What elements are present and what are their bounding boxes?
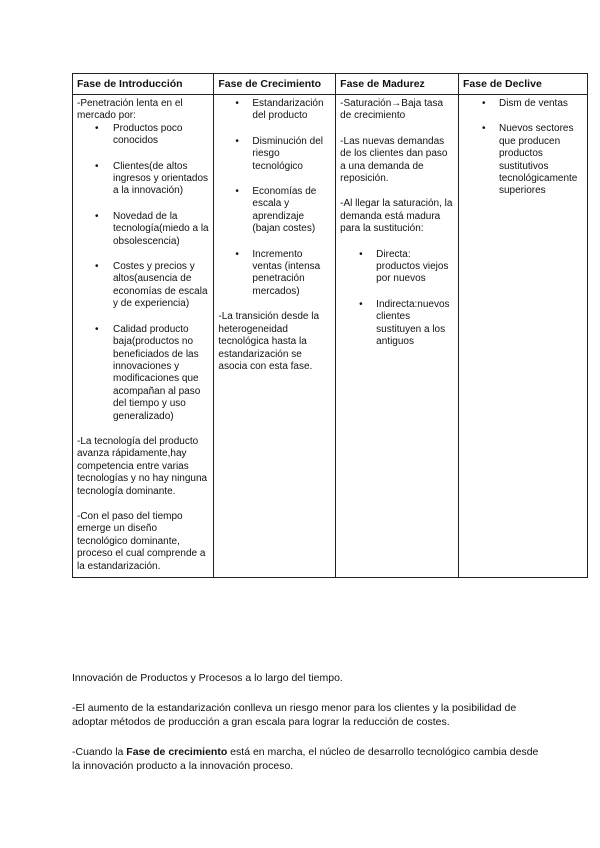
cell-introduccion [73,95,214,578]
list-item: • Calidad producto baja(productos no beneficiados de las innovaciones y modificaciones que acompañan al paso del tiempo y uso generalizado) [77,324,210,423]
list-item: • Productos poco conocidos [77,123,210,148]
list-item: • Incremento ventas (intensa penetración mercados) [218,249,332,299]
list-item: • Nuevos sectores que producen productos sustitutivos tecnológicamente superiores [463,123,584,197]
table-body-row [73,95,588,578]
header-madurez: Fase de Madurez [336,74,459,95]
footer-para2-before: -Cuando la [72,746,127,758]
footer-para2-after: está en marcha, el núcleo de desarrollo tecnológico cambia desde la innovación producto a la innovación proceso. [72,746,539,772]
crecimiento-para: -La transición desde la heterogeneidad tecnológica hasta la estandarización se asocia con esta fase. [218,311,320,372]
cell-madurez [336,95,459,578]
list-item: • Novedad de la tecnología(miedo a la obsolescencia) [77,211,210,248]
list-item: • Clientes(de altos ingresos y orientados a la innovación) [77,161,210,198]
madurez-para3: -Al llegar la saturación, la demanda está madura para la sustitución: [340,198,453,235]
madurez-para1: -Saturación→Baja tasa de crecimiento [340,98,444,122]
list-item: • Indirecta:nuevos clientes sustituyen a los antiguos [340,299,455,349]
madurez-list [340,249,455,349]
crecimiento-list [218,98,332,298]
table-header-row [73,74,588,95]
declive-list [463,98,584,198]
header-declive: Fase de Declive [458,74,587,95]
list-item: • Directa: productos viejos por nuevos [340,249,455,286]
introduccion-intro: -Penetración lenta en el mercado por: [77,98,183,122]
header-introduccion: Fase de Introducción [73,74,214,95]
footer-para1: -El aumento de la estandarización conlleva un riesgo menor para los clientes y la posibilidad de adoptar métodos de producción a gran escala para lograr la reducción de costes. [72,702,517,728]
madurez-para2: -Las nuevas demandas de los clientes dan paso a una demanda de reposición. [340,135,448,185]
list-item: • Costes y precios y altos(ausencia de economías de escala y de experiencia) [77,261,210,311]
list-item: • Estandarización del producto [218,98,332,123]
cell-declive [458,95,587,578]
header-crecimiento: Fase de Crecimiento [214,74,336,95]
phases-table [72,73,588,578]
footer-para2 [72,745,542,773]
list-item: • Dism de ventas [463,98,584,110]
footer-para2-bold: Fase de crecimiento [126,746,228,758]
footer-caption: Innovación de Productos y Procesos a lo largo del tiempo. [72,672,343,684]
list-item: • Economías de escala y aprendizaje (bajan costes) [218,186,332,236]
list-item: • Disminución del riesgo tecnológico [218,136,332,173]
introduccion-para2: -Con el paso del tiempo emerge un diseño tecnológico dominante, proceso el cual comprende a la estandarización. [77,510,206,572]
introduccion-para1: -La tecnología del producto avanza rápidamente,hay competencia entre varias tecnologías y no hay ninguna tecnología dominante. [77,435,208,497]
cell-crecimiento [214,95,336,578]
introduccion-list [77,123,210,423]
